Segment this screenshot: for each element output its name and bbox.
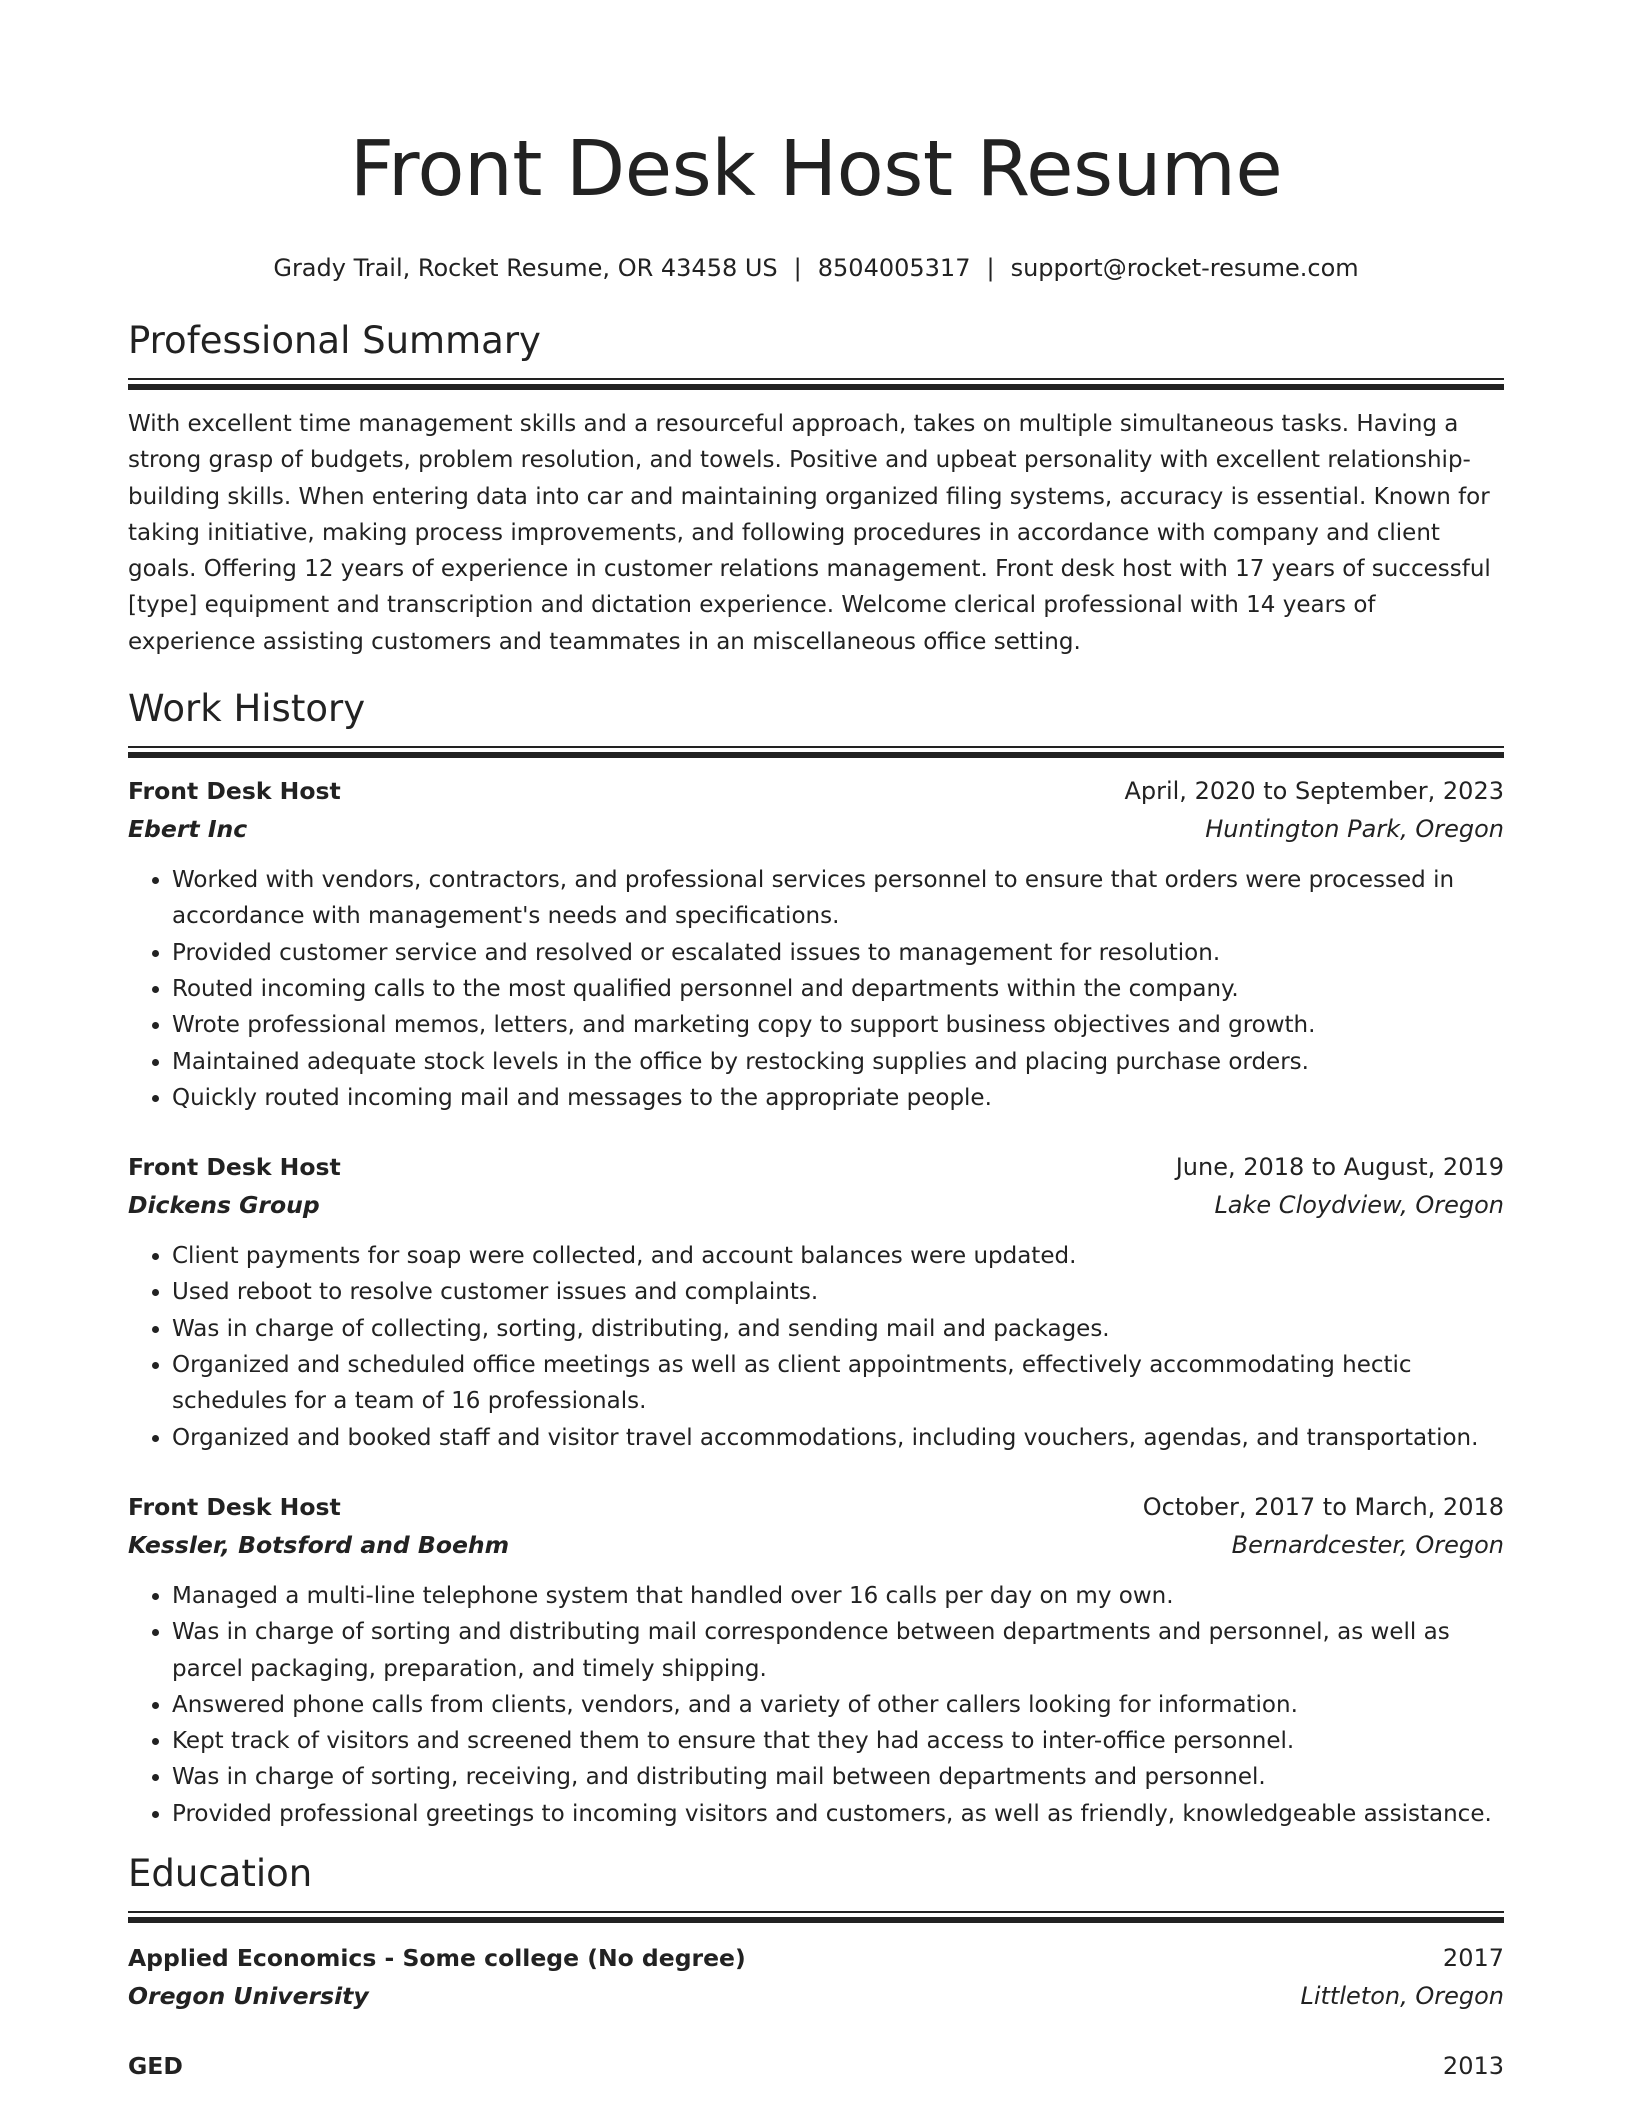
job-bullet: • Provided customer service and resolved or escalated issues to management for resolution.: [172, 935, 1504, 971]
summary-text: With excellent time management skills and a resourceful approach, takes on multiple simultaneous tasks. Having a strong grasp of budgets, problem resolution, and towels. Positive and upbeat personality with excellent relationship-building skills. When entering data into car and maintaining organized filing systems, accuracy is essential. Known for taking initiative, making process improvements, and following procedures in accordance with company and client goals. Offering 12 years of experience in customer relations management. Front desk host with 17 years of successful [type] equipment and transcription and dictation experience. Welcome clerical professional with 14 years of experience assisting customers and teammates in an miscellaneous office setting.: [128, 411, 1491, 655]
job-bullet: • Routed incoming calls to the most qualified personnel and departments within the company.: [172, 971, 1504, 1007]
job-company: Dickens Group: [128, 1191, 320, 1220]
resume-title: Front Desk Host Resume: [349, 125, 1283, 214]
job-bullet-list: [128, 862, 1504, 1116]
education-location: Littleton, Oregon: [1300, 1982, 1504, 2011]
education-school: Oregon University: [128, 1982, 369, 2011]
job-title: Front Desk Host: [128, 1492, 341, 1521]
job-dates: October, 2017 to March, 2018: [1142, 1492, 1504, 1521]
job-bullet: • Organized and scheduled office meetings as well as client appointments, effectively accommodating hectic schedules for a team of 16 professionals.: [172, 1347, 1504, 1420]
job-company: Ebert Inc: [128, 815, 248, 844]
job-entry: [128, 1488, 1504, 1832]
education-degree: Applied Economics - Some college (No degree): [128, 1944, 746, 1973]
education-year: 2013: [1442, 2052, 1504, 2081]
job-bullet: • Worked with vendors, contractors, and professional services personnel to ensure that orders were processed in accordance with management's needs and specifications.: [172, 862, 1504, 935]
contact-separator: |: [793, 254, 802, 282]
job-bullet-list: [128, 1578, 1504, 1832]
contact-phone[interactable]: 8504005317: [817, 254, 971, 282]
work-history-section: [128, 686, 1504, 1832]
education-school-row: [128, 1977, 1504, 2015]
section-divider: [128, 1911, 1504, 1923]
job-location: Bernardcester, Oregon: [1231, 1530, 1504, 1559]
job-bullet: • Maintained adequate stock levels in the office by restocking supplies and placing purchase orders.: [172, 1044, 1504, 1080]
job-dates: June, 2018 to August, 2019: [1175, 1153, 1504, 1182]
contact-separator: |: [986, 254, 995, 282]
job-dates: April, 2020 to September, 2023: [1124, 777, 1504, 806]
job-title: Front Desk Host: [128, 1153, 341, 1182]
job-header-row: [128, 1148, 1504, 1186]
education-header-row: [128, 2047, 1504, 2085]
education-degree: GED: [128, 2052, 183, 2081]
job-entry: [128, 1148, 1504, 1456]
job-bullet: • Managed a multi-line telephone system that handled over 16 calls per day on my own.: [172, 1578, 1504, 1614]
contact-email[interactable]: support@rocket-resume.com: [1010, 254, 1359, 282]
job-bullet: • Answered phone calls from clients, vendors, and a variety of other callers looking for information.: [172, 1687, 1504, 1723]
job-bullet: • Used reboot to resolve customer issues and complaints.: [172, 1274, 1504, 1310]
section-divider: [128, 746, 1504, 758]
job-company: Kessler, Botsford and Boehm: [128, 1530, 510, 1559]
job-bullet: • Provided professional greetings to incoming visitors and customers, as well as friendly, knowledgeable assistance.: [172, 1796, 1504, 1832]
education-header-row: [128, 1939, 1504, 1977]
job-company-row: [128, 1186, 1504, 1224]
job-bullet: • Wrote professional memos, letters, and marketing copy to support business objectives and growth.: [172, 1007, 1504, 1043]
contact-line: [128, 252, 1504, 284]
job-header-row: [128, 1488, 1504, 1526]
job-bullet: • Was in charge of collecting, sorting, distributing, and sending mail and packages.: [172, 1311, 1504, 1347]
education-year: 2017: [1442, 1944, 1504, 1973]
job-location: Huntington Park, Oregon: [1205, 815, 1504, 844]
section-heading-work: Work History: [128, 687, 366, 731]
contact-address: Grady Trail, Rocket Resume, OR 43458 US: [273, 254, 778, 282]
job-bullet-list: [128, 1238, 1504, 1456]
job-bullet: • Client payments for soap were collected, and account balances were updated.: [172, 1238, 1504, 1274]
job-company-row: [128, 810, 1504, 848]
job-company-row: [128, 1526, 1504, 1564]
education-entry: [128, 1939, 1504, 2015]
section-divider: [128, 378, 1504, 390]
professional-summary-section: [128, 318, 1504, 660]
education-entry: [128, 2047, 1504, 2085]
job-header-row: [128, 772, 1504, 810]
job-bullet: • Was in charge of sorting, receiving, and distributing mail between departments and personnel.: [172, 1759, 1504, 1795]
job-location: Lake Cloydview, Oregon: [1214, 1191, 1504, 1220]
section-heading-education: Education: [128, 1852, 313, 1896]
job-bullet: • Quickly routed incoming mail and messages to the appropriate people.: [172, 1080, 1504, 1116]
job-bullet: • Organized and booked staff and visitor travel accommodations, including vouchers, agendas, and transportation.: [172, 1420, 1504, 1456]
job-title: Front Desk Host: [128, 777, 341, 806]
job-bullet: • Kept track of visitors and screened them to ensure that they had access to inter-office personnel.: [172, 1723, 1504, 1759]
job-bullet: • Was in charge of sorting and distributing mail correspondence between departments and personnel, as well as parcel packaging, preparation, and timely shipping.: [172, 1614, 1504, 1687]
job-entry: [128, 772, 1504, 1116]
education-section: [128, 1851, 1504, 2085]
section-heading-summary: Professional Summary: [128, 319, 541, 362]
